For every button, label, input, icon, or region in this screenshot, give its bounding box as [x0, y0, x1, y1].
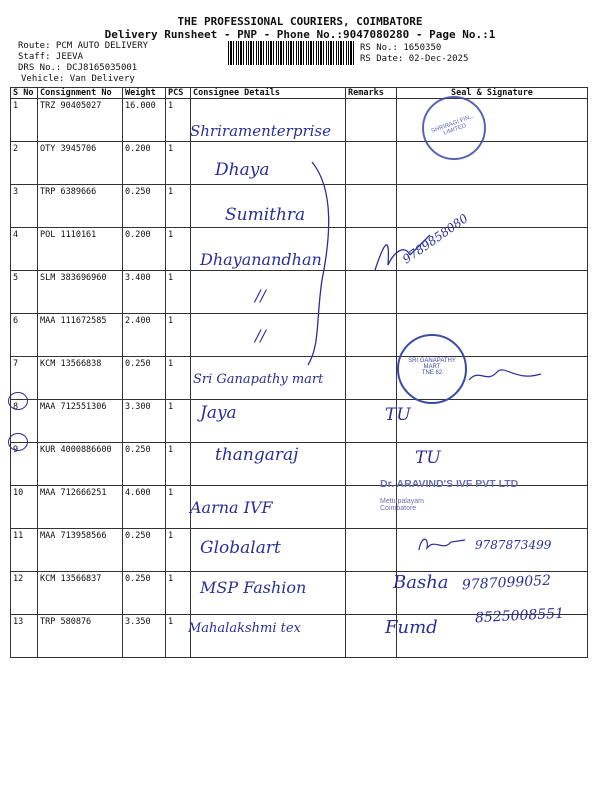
cell-pcs: 1	[166, 443, 191, 486]
cell-pcs: 1	[166, 271, 191, 314]
handwritten-consignee-10: Aarna IVF	[190, 498, 273, 517]
cell-pcs: 1	[166, 529, 191, 572]
handwritten-phone-row12: 9787099052	[461, 572, 552, 594]
cell-consignment: MAA 712666251	[38, 486, 123, 529]
cell-sno: 1	[11, 99, 38, 142]
cell-remarks	[346, 529, 397, 572]
cell-weight: 0.200	[123, 228, 166, 271]
cell-sno: 3	[11, 185, 38, 228]
handwritten-consignee-8: Jaya	[200, 403, 237, 423]
cell-consignment: SLM 383696960	[38, 271, 123, 314]
handwritten-signature-row12: Basha	[393, 572, 449, 593]
signature-row11	[415, 532, 475, 558]
handwritten-tu-row8: TU	[385, 405, 411, 425]
header-sno: S No	[11, 88, 38, 99]
cell-consignment: KUR 4000886600	[38, 443, 123, 486]
cell-remarks	[346, 357, 397, 400]
stamp3-line3: Coimbatore	[380, 505, 417, 512]
page-title: THE PROFESSIONAL COURIERS, COIMBATORE	[177, 15, 423, 28]
cell-sno: 6	[11, 314, 38, 357]
stamp2-code: TNE 62	[421, 370, 443, 376]
company-seal-stamp-2	[397, 334, 467, 404]
header-weight: Weight	[123, 88, 166, 99]
cell-pcs: 1	[166, 400, 191, 443]
cell-weight: 3.400	[123, 271, 166, 314]
handwritten-consignee-12: MSP Fashion	[200, 578, 307, 597]
rs-no-text: RS No.: 1650350	[360, 43, 442, 53]
cell-sno: 4	[11, 228, 38, 271]
cell-pcs: 1	[166, 185, 191, 228]
row9-circle-mark	[8, 433, 28, 451]
drs-text: DRS No.: DCJ8165035001	[18, 63, 138, 73]
handwritten-consignee-3: Sumithra	[225, 205, 306, 225]
cell-remarks	[346, 185, 397, 228]
signature-row7	[465, 360, 545, 390]
handwritten-consignee-4: Dhayanandhan	[200, 250, 322, 269]
handwritten-phone-row4: 9789858080	[400, 211, 471, 267]
header-remarks: Remarks	[346, 88, 397, 99]
cell-consignment: KCM 13566837	[38, 572, 123, 615]
stamp1-text: SHRIRAGI FIN... LIMITED	[430, 113, 476, 137]
handwritten-tu-row9: TU	[415, 448, 441, 468]
table-header-row	[11, 88, 588, 99]
cell-sno: 8	[11, 400, 38, 443]
cell-sno: 2	[11, 142, 38, 185]
cell-consignment: KCM 13566838	[38, 357, 123, 400]
handwritten-consignee-5: //	[255, 286, 266, 305]
rs-date-text: RS Date: 02-Dec-2025	[360, 54, 469, 64]
row8-circle-mark	[8, 392, 28, 410]
cell-consignment: TRZ 90405027	[38, 99, 123, 142]
cell-weight: 3.300	[123, 400, 166, 443]
cell-consignment: MAA 712551306	[38, 400, 123, 443]
cell-pcs: 1	[166, 228, 191, 271]
cell-weight: 0.250	[123, 529, 166, 572]
company-seal-stamp-1	[422, 96, 486, 160]
cell-weight: 0.250	[123, 443, 166, 486]
cell-pcs: 1	[166, 486, 191, 529]
cell-seal	[397, 142, 588, 185]
handwritten-consignee-9: thangaraj	[215, 445, 299, 465]
cell-pcs: 1	[166, 357, 191, 400]
cell-sno: 12	[11, 572, 38, 615]
handwritten-signature-row13: Fumd	[385, 617, 438, 638]
handwritten-consignee-7: Sri Ganapathy mart	[193, 372, 324, 387]
cell-weight: 4.600	[123, 486, 166, 529]
cell-weight: 0.250	[123, 572, 166, 615]
cell-seal	[397, 185, 588, 228]
header-consignment: Consignment No	[38, 88, 123, 99]
handwritten-phone-row11: 9787873499	[475, 538, 552, 552]
stamp2-text: SRI GANAPATHY MART	[408, 358, 456, 370]
handwritten-phone-row13: 8525008551	[474, 605, 565, 627]
cell-pcs: 1	[166, 99, 191, 142]
cell-consignment: TRP 580876	[38, 615, 123, 658]
handwritten-consignee-1: Shriramenterprise	[190, 122, 331, 140]
cell-pcs: 1	[166, 314, 191, 357]
handwritten-consignee-11: Globalart	[200, 538, 281, 558]
barcode	[228, 41, 354, 65]
cell-weight: 0.250	[123, 357, 166, 400]
meta-right	[360, 43, 468, 65]
route-text: Route: PCM AUTO DELIVERY	[18, 41, 149, 51]
cell-pcs: 1	[166, 142, 191, 185]
meta-left	[18, 41, 148, 85]
cell-consignment: MAA 713958566	[38, 529, 123, 572]
cell-sno: 7	[11, 357, 38, 400]
runsheet-subtitle: Delivery Runsheet - PNP - Phone No.:9047080280 - Page No.:1	[104, 28, 496, 41]
cell-sno: 9	[11, 443, 38, 486]
table-row	[11, 400, 588, 443]
header-pcs: PCS	[166, 88, 191, 99]
cell-pcs: 1	[166, 615, 191, 658]
cell-consignment: TRP 6389666	[38, 185, 123, 228]
signature-row4	[370, 230, 440, 280]
cell-sno: 13	[11, 615, 38, 658]
cell-seal	[397, 400, 588, 443]
cell-consignment: POL 1110161	[38, 228, 123, 271]
stamp3-line1: Dr. ARAVIND'S IVF PVT LTD	[380, 478, 519, 490]
handwritten-consignee-13: Mahalakshmi tex	[188, 621, 301, 636]
stamp3-line2: Mettupalayam	[380, 498, 424, 505]
cell-sno: 10	[11, 486, 38, 529]
cell-remarks	[346, 314, 397, 357]
handwritten-consignee-2: Dhaya	[215, 160, 270, 180]
cell-weight: 2.400	[123, 314, 166, 357]
cell-weight: 0.250	[123, 185, 166, 228]
handwritten-consignee-6: //	[255, 326, 266, 345]
company-stamp-3	[380, 478, 585, 512]
cell-weight: 3.350	[123, 615, 166, 658]
staff-text: Staff: JEEVA	[18, 52, 84, 62]
ditto-bracket-line	[290, 160, 340, 370]
vehicle-text: Vehicle: Van Delivery	[21, 74, 135, 84]
cell-remarks	[346, 99, 397, 142]
cell-consignment: MAA 111672585	[38, 314, 123, 357]
cell-weight: 16.000	[123, 99, 166, 142]
cell-remarks	[346, 572, 397, 615]
cell-sno: 11	[11, 529, 38, 572]
cell-sno: 5	[11, 271, 38, 314]
header-consignee: Consignee Details	[191, 88, 346, 99]
cell-remarks	[346, 142, 397, 185]
header-seal-signature: Seal & Signature	[397, 88, 588, 99]
cell-pcs: 1	[166, 572, 191, 615]
cell-weight: 0.200	[123, 142, 166, 185]
cell-consignment: OTY 3945706	[38, 142, 123, 185]
